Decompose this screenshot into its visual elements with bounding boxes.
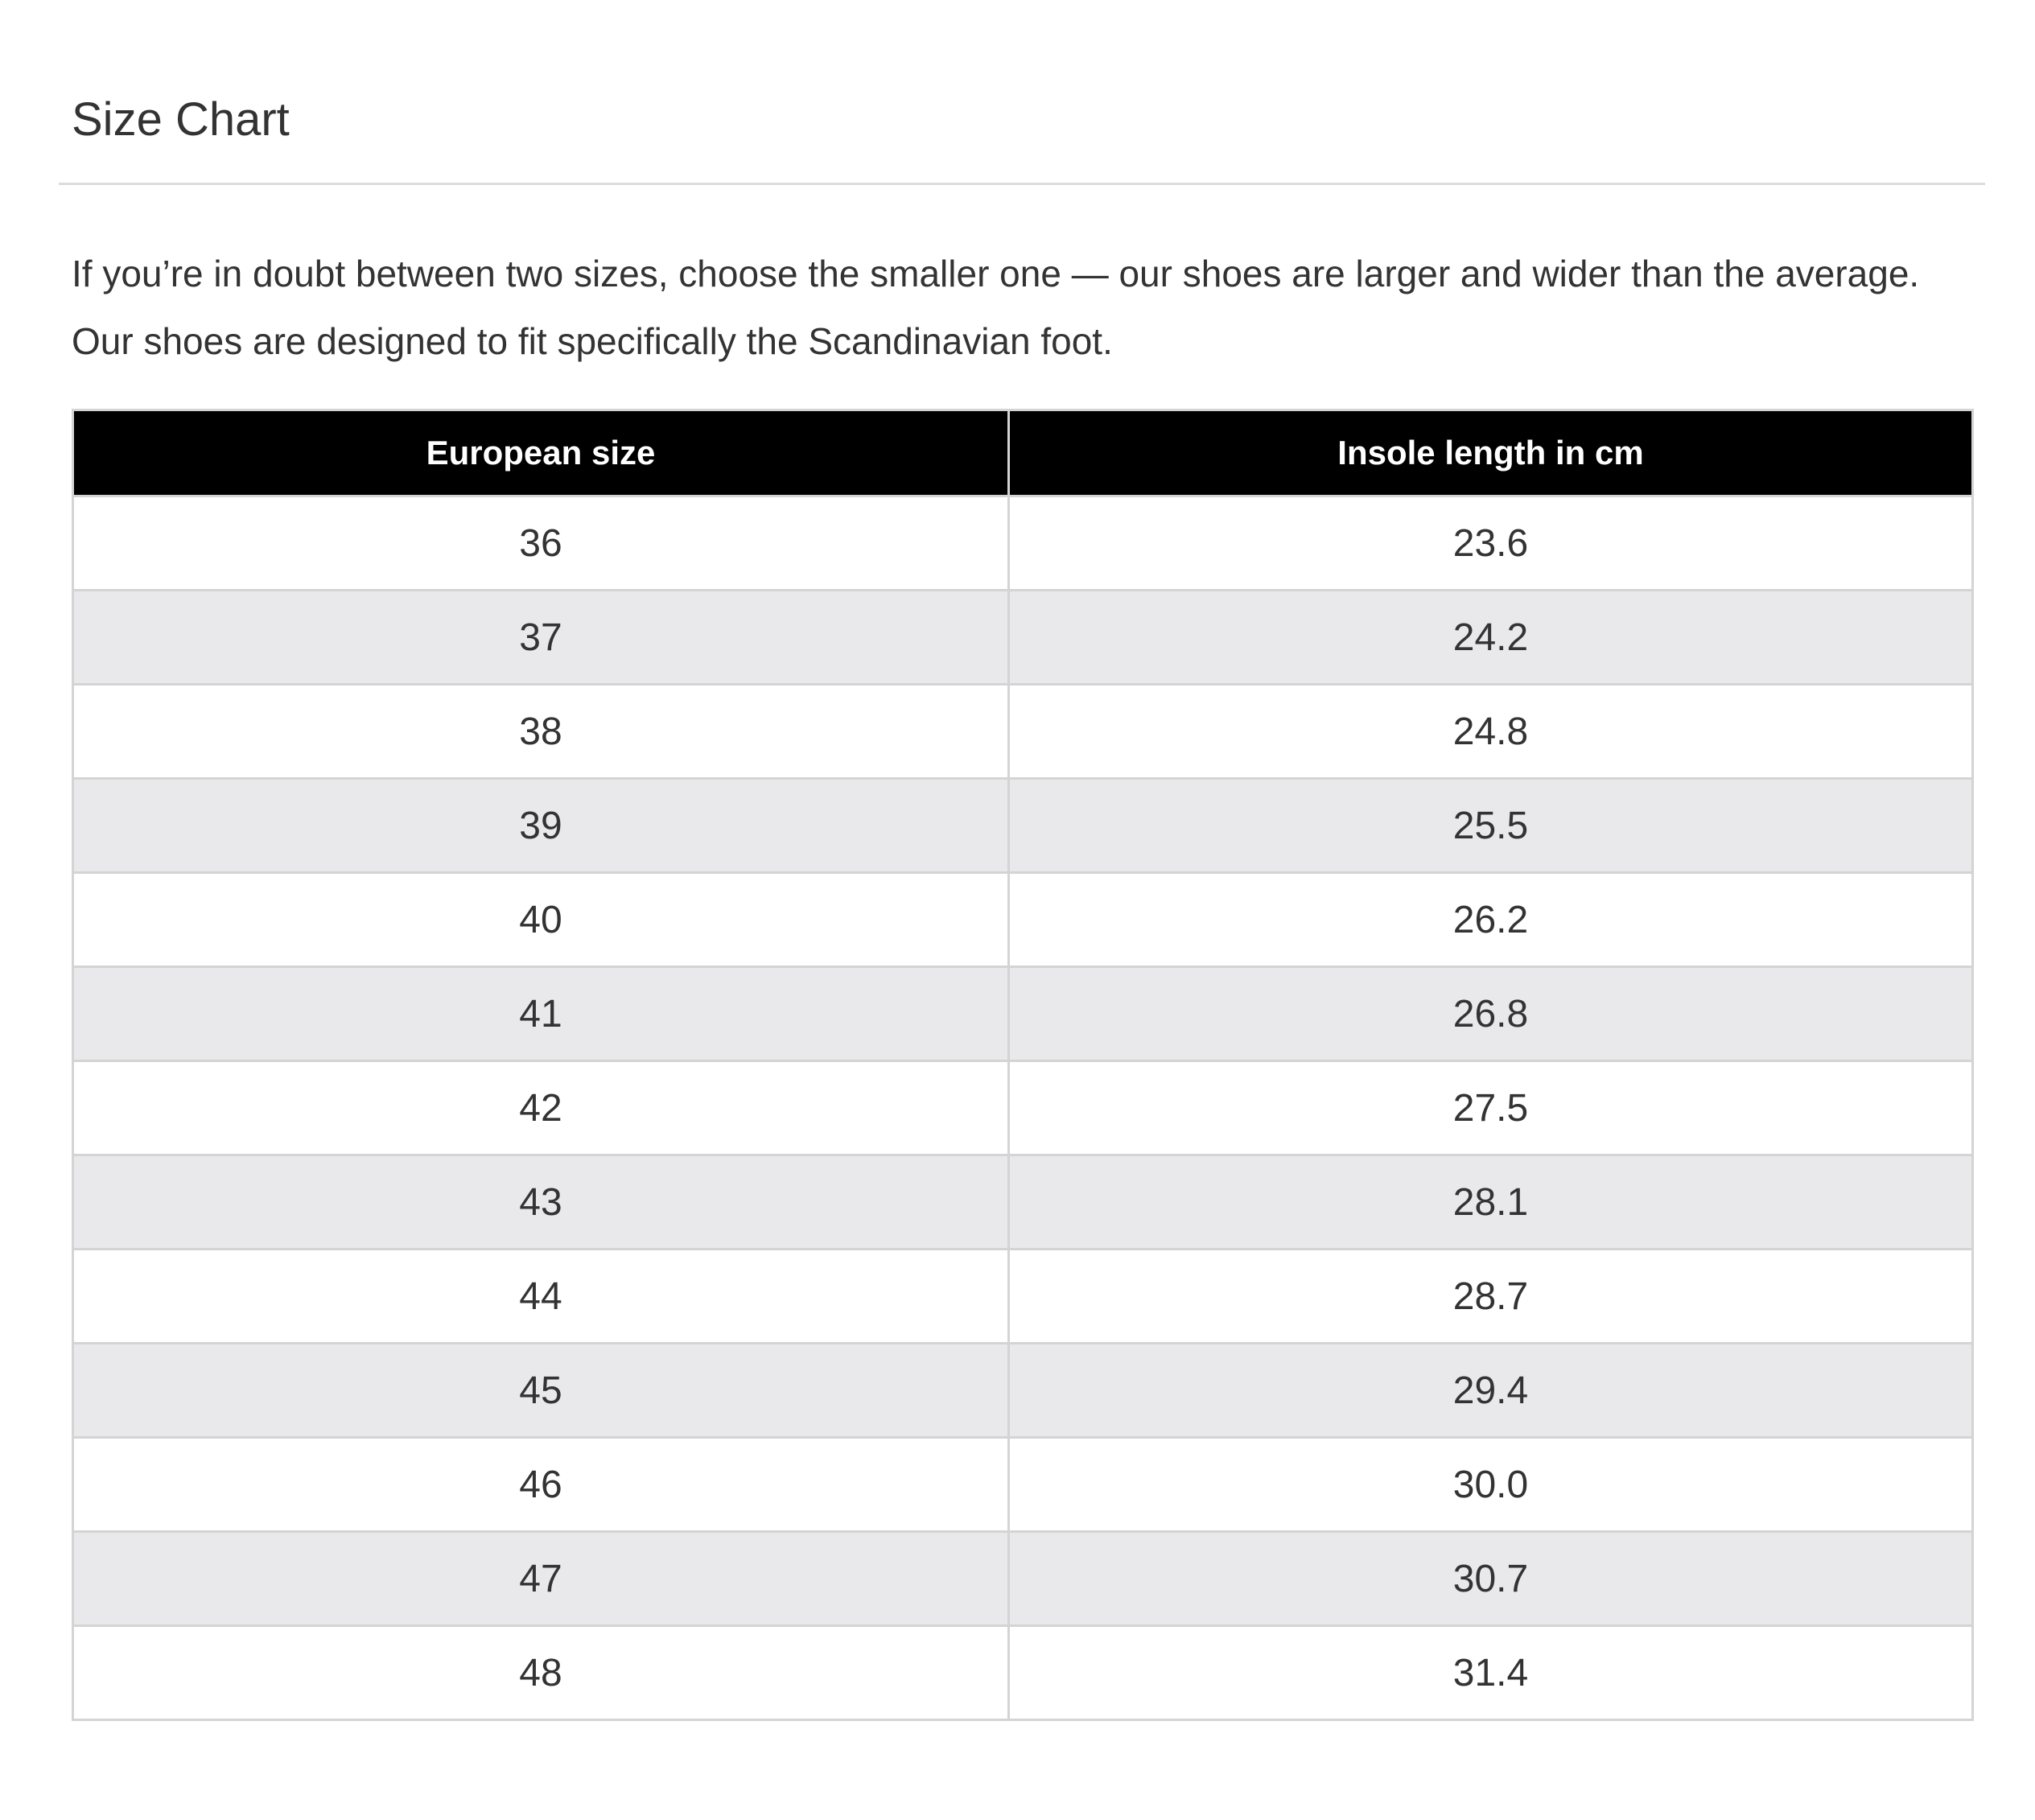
insole-length-cell: 28.7 [1009, 1250, 1973, 1344]
column-header-european-size: European size [73, 410, 1009, 496]
european-size-cell: 38 [73, 685, 1009, 779]
table-row [73, 1061, 1973, 1155]
insole-length-cell: 27.5 [1009, 1061, 1973, 1155]
european-size-cell: 48 [73, 1626, 1009, 1720]
european-size-cell: 37 [73, 591, 1009, 685]
table-row [73, 1250, 1973, 1344]
insole-length-cell: 30.0 [1009, 1438, 1973, 1532]
insole-length-cell: 26.8 [1009, 967, 1973, 1061]
european-size-cell: 45 [73, 1344, 1009, 1438]
insole-length-cell: 24.2 [1009, 591, 1973, 685]
insole-length-cell: 26.2 [1009, 873, 1973, 967]
table-row [73, 685, 1973, 779]
european-size-cell: 42 [73, 1061, 1009, 1155]
insole-length-cell: 31.4 [1009, 1626, 1973, 1720]
insole-length-cell: 28.1 [1009, 1155, 1973, 1250]
table-row [73, 967, 1973, 1061]
european-size-cell: 36 [73, 496, 1009, 591]
page-title: Size Chart [72, 93, 290, 146]
insole-length-cell: 29.4 [1009, 1344, 1973, 1438]
european-size-cell: 44 [73, 1250, 1009, 1344]
insole-length-cell: 24.8 [1009, 685, 1973, 779]
size-advice-text [72, 240, 1995, 375]
insole-length-cell: 23.6 [1009, 496, 1973, 591]
european-size-cell: 43 [73, 1155, 1009, 1250]
table-header-row [73, 410, 1973, 496]
table-row [73, 1438, 1973, 1532]
table-row [73, 779, 1973, 873]
size-chart-table [72, 409, 1974, 1721]
table-row [73, 873, 1973, 967]
table-row [73, 1344, 1973, 1438]
table-row [73, 496, 1973, 591]
size-advice-line-2: Our shoes are designed to fit specifically the Scandinavian foot. [72, 320, 1113, 362]
european-size-cell: 47 [73, 1532, 1009, 1626]
table-row [73, 591, 1973, 685]
column-header-insole-length: Insole length in cm [1009, 410, 1973, 496]
size-advice-line-1: If you’re in doubt between two sizes, choose the smaller one — our shoes are larger and wider than the average. [72, 253, 1920, 294]
table-row [73, 1532, 1973, 1626]
european-size-cell: 46 [73, 1438, 1009, 1532]
insole-length-cell: 25.5 [1009, 779, 1973, 873]
insole-length-cell: 30.7 [1009, 1532, 1973, 1626]
title-divider [59, 183, 1985, 185]
table-row [73, 1155, 1973, 1250]
table-row [73, 1626, 1973, 1720]
european-size-cell: 40 [73, 873, 1009, 967]
european-size-cell: 39 [73, 779, 1009, 873]
european-size-cell: 41 [73, 967, 1009, 1061]
